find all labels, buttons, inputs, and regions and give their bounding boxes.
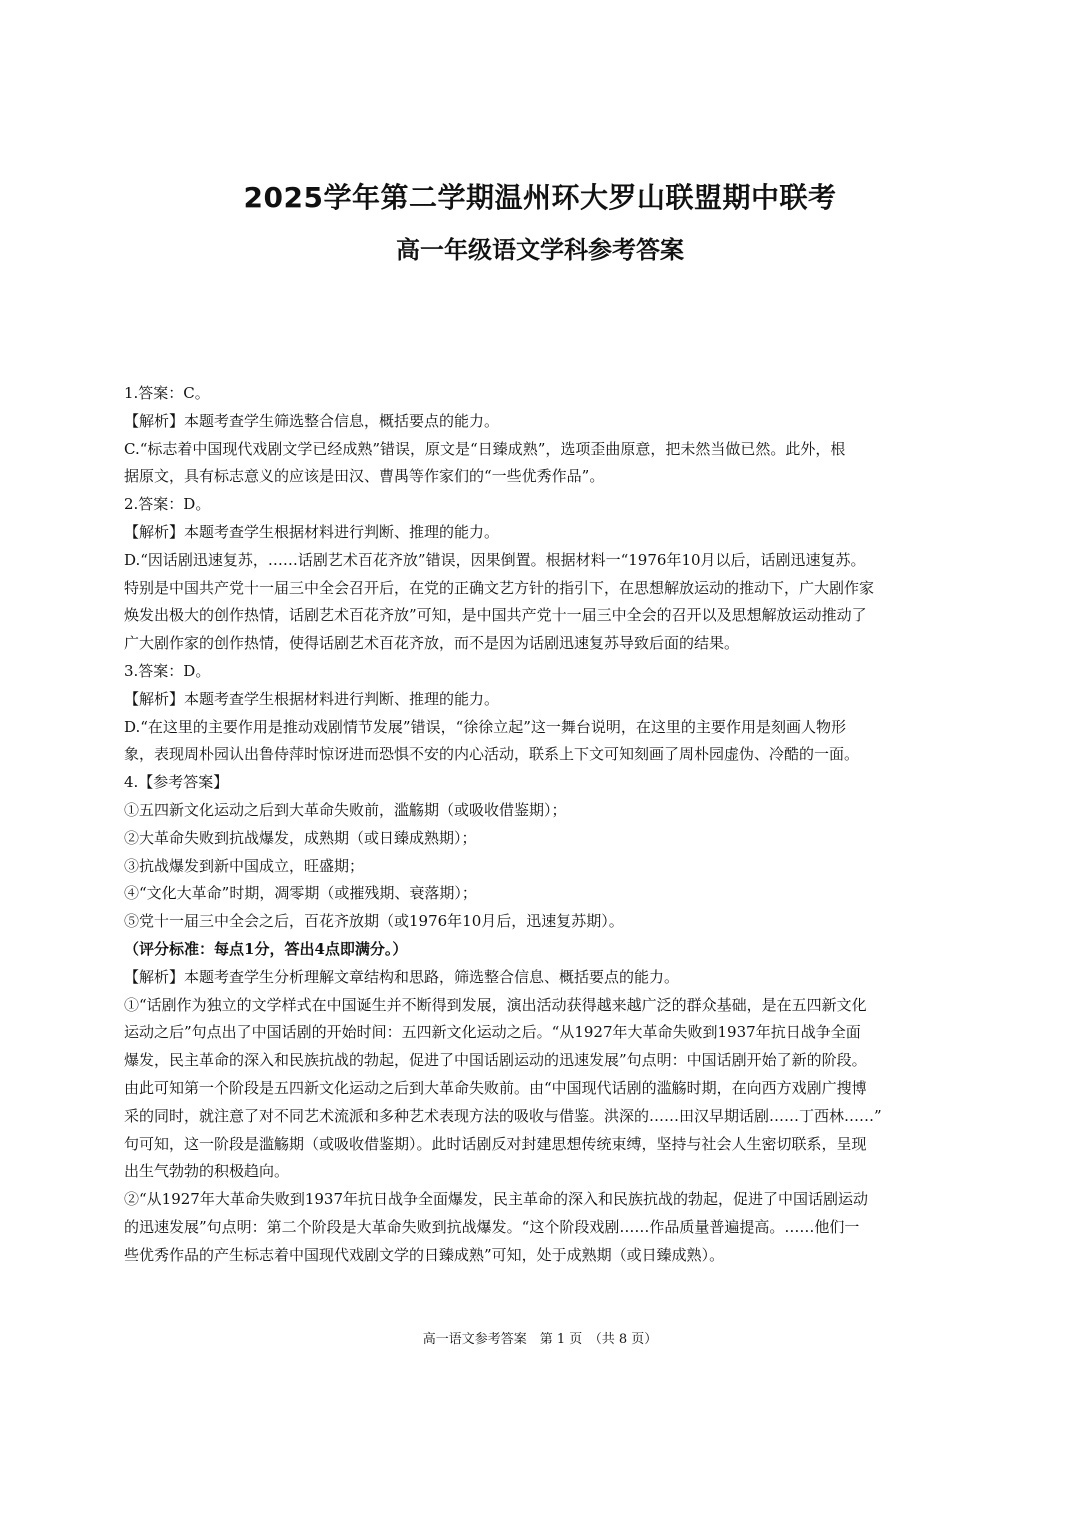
q3-explanation-line: 象，表现周朴园认出鲁侍萍时惊讶进而恐惧不安的内心活动，联系上下文可知刻画了周朴园虚伪、冷酷的一面。 [124,745,860,764]
document-subtitle: 高一年级语文学科参考答案 [396,236,684,264]
q2-analysis: 【解析】本题考查学生根据材料进行判断、推理的能力。 [124,522,500,541]
q4-analysis: 【解析】本题考查学生分析理解文章结构和思路，筛选整合信息、概括要点的能力。 [124,967,680,986]
q4-answer-point: ②大革命失败到抗战爆发，成熟期（或日臻成熟期）； [124,828,477,847]
q3-explanation-line: D.“在这里的主要作用是推动戏剧情节发展”错误，“徐徐立起”这一舞台说明，在这里的主要作用是刻画人物形 [124,717,846,736]
q4-explanation-line: 出生气勃勃的积极趋向。 [124,1162,290,1181]
q4-answer-point: ⑤党十一届三中全会之后，百花齐放期（或1976年10月后，迅速复苏期）。 [124,912,624,931]
q4-explanation-line: ①“话剧作为独立的文学样式在中国诞生并不断得到发展，演出活动获得越来越广泛的群众基础，是在五四新文化 [124,995,867,1014]
q4-explanation-line: 采的同时，就注意了对不同艺术流派和多种艺术表现方法的吸收与借鉴。洪深的……田汉早期话剧……丁西林……” [124,1106,882,1125]
q3-answer: 3.答案：D。 [124,661,211,680]
q1-explanation-line: C.“标志着中国现代戏剧文学已经成熟”错误，原文是“日臻成熟”，选项歪曲原意，把未然当做已然。此外，根 [124,439,846,458]
q3-analysis: 【解析】本题考查学生根据材料进行判断、推理的能力。 [124,689,500,708]
q2-explanation-line: 广大剧作家的创作热情，使得话剧艺术百花齐放，而不是因为话剧迅速复苏导致后面的结果。 [124,634,740,653]
q4-answer-point: ①五四新文化运动之后到大革命失败前，滥觞期（或吸收借鉴期）； [124,800,567,819]
document-title: 2025学年第二学期温州环大罗山联盟期中联考 [243,181,837,214]
q4-scoring-criteria: （评分标准：每点1分，答出4点即满分。） [124,939,408,958]
q4-explanation-line: 些优秀作品的产生标志着中国现代戏剧文学的日臻成熟”可知，处于成熟期（或日臻成熟）。 [124,1245,725,1264]
q2-explanation-line: 特别是中国共产党十一届三中全会召开后，在党的正确文艺方针的指引下，在思想解放运动的推动下，广大剧作家 [124,578,875,597]
q4-answer-point: ④“文化大革命”时期，凋零期（或摧残期、衰落期）； [124,884,477,903]
q4-explanation-line: 运动之后”句点出了中国话剧的开始时间：五四新文化运动之后。“从1927年大革命失败到1937年抗日战争全面 [124,1023,861,1042]
q2-explanation-line: D.“因话剧迅速复苏，……话剧艺术百花齐放”错误，因果倒置。根据材料一“1976年10月以后，话剧迅速复苏。 [124,550,866,569]
page-footer: 高一语文参考答案 第 1 页 （共 8 页） [422,1332,658,1347]
title-block [0,176,1080,268]
q4-explanation-line: 爆发，民主革命的深入和民族抗战的勃起，促进了中国话剧运动的迅速发展”句点明：中国话剧开始了新的阶段。 [124,1051,867,1070]
q1-answer: 1.答案：C。 [124,384,210,402]
answer-content [124,380,954,1270]
q4-explanation-line: 的迅速发展”句点明：第二个阶段是大革命失败到抗战爆发。“这个阶段戏剧……作品质量普遍提高。……他们一 [124,1217,860,1236]
q1-analysis: 【解析】本题考查学生筛选整合信息，概括要点的能力。 [124,411,500,430]
q4-explanation-line: 由此可知第一个阶段是五四新文化运动之后到大革命失败前。由“中国现代话剧的滥觞时期，在向西方戏剧广搜博 [124,1078,867,1097]
q4-explanation-line: ②“从1927年大革命失败到1937年抗日战争全面爆发，民主革命的深入和民族抗战的勃起，促进了中国话剧运动 [124,1190,869,1209]
q4-answer-heading: 4.【参考答案】 [124,773,229,792]
q2-answer: 2.答案：D。 [124,495,211,514]
q1-explanation-line: 据原文，具有标志意义的应该是田汉、曹禺等作家们的“一些优秀作品”。 [124,467,605,486]
q4-explanation-line: 句可知，这一阶段是滥觞期（或吸收借鉴期）。此时话剧反对封建思想传统束缚，坚持与社会人生密切联系，呈现 [124,1134,867,1153]
q4-answer-point: ③抗战爆发到新中国成立，旺盛期； [124,856,365,875]
q2-explanation-line: 焕发出极大的创作热情，话剧艺术百花齐放”可知，是中国共产党十一届三中全会的召开以及思想解放运动推动了 [124,606,867,625]
